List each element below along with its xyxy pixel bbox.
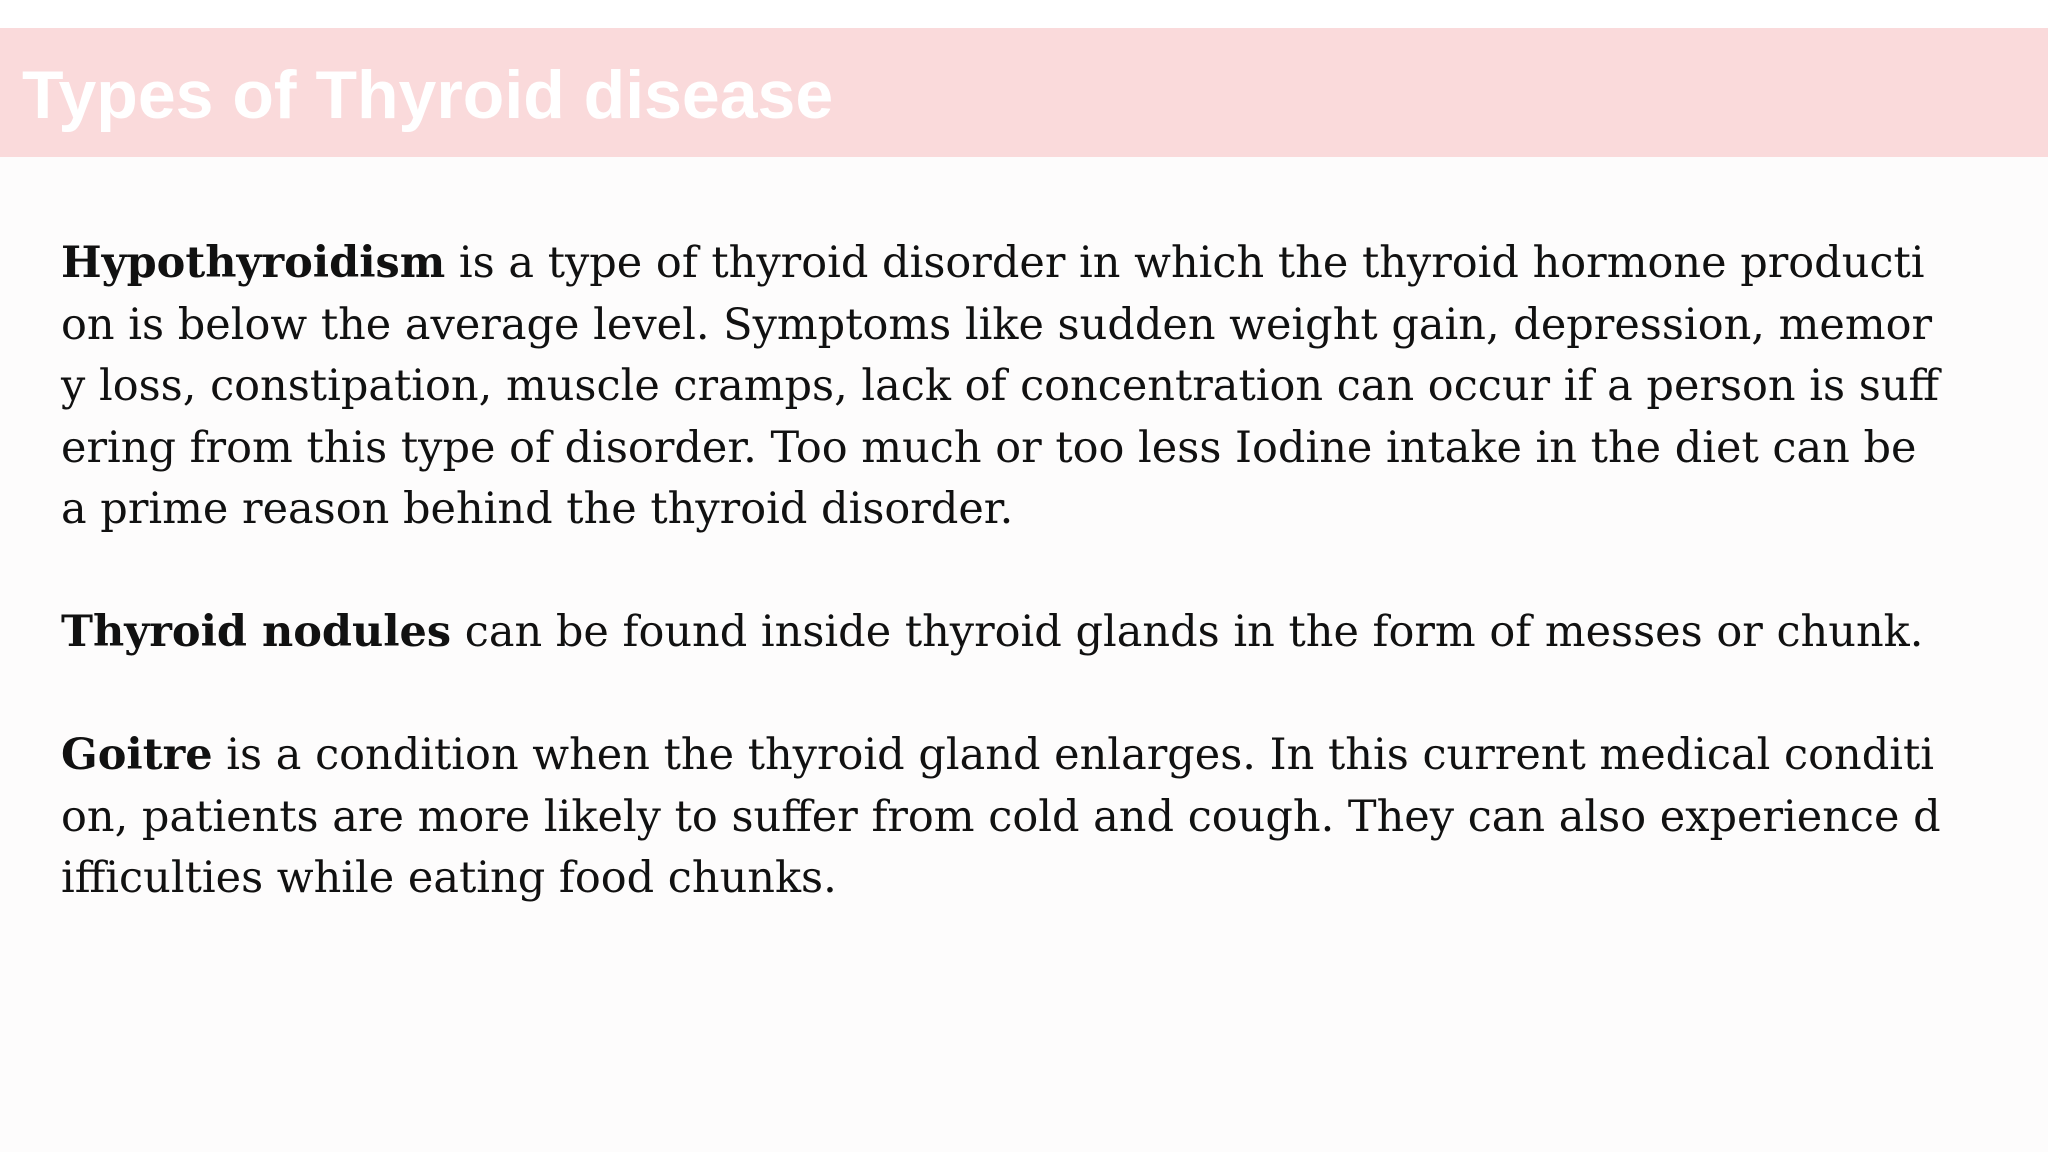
top-margin-strip — [0, 0, 2048, 28]
paragraph-goitre — [61, 725, 1941, 910]
paragraph-line: y loss, constipation, muscle cramps, lack of concentration can occur if a person is suff — [61, 361, 1940, 411]
term-thyroid-nodules: Thyroid nodules — [61, 607, 452, 657]
paragraph-line: ifficulties while eating food chunks. — [61, 853, 837, 903]
line-text: can be found inside thyroid glands in the form of messes or chunk. — [451, 607, 1924, 657]
paragraph-spacer — [61, 664, 1931, 726]
term-hypothyroidism: Hypothyroidism — [61, 238, 446, 288]
slide-body — [61, 233, 1941, 910]
paragraph-line: on is below the average level. Symptoms like sudden weight gain, depression, memor — [61, 299, 1933, 350]
paragraph-line — [61, 725, 1935, 787]
paragraph-line: ering from this type of disorder. Too much or too less Iodine intake in the diet can be — [61, 422, 1917, 473]
paragraph-hypothyroidism — [61, 233, 1940, 541]
line-text: is a condition when the thyroid gland enlarges. In this current medical conditi — [212, 730, 1935, 780]
paragraph-line — [61, 602, 1931, 664]
paragraph-spacer — [61, 541, 1931, 603]
paragraph-line — [61, 233, 1931, 295]
slide-title: Types of Thyroid disease — [22, 57, 834, 133]
line-text: is a type of thyroid disorder in which the thyroid hormone producti — [445, 238, 1925, 288]
paragraph-line: on, patients are more likely to suffer from cold and cough. They can also experience d — [61, 791, 1941, 842]
term-goitre: Goitre — [61, 730, 213, 780]
paragraph-thyroid-nodules — [61, 602, 1931, 664]
paragraph-line: a prime reason behind the thyroid disorder. — [61, 484, 1014, 534]
